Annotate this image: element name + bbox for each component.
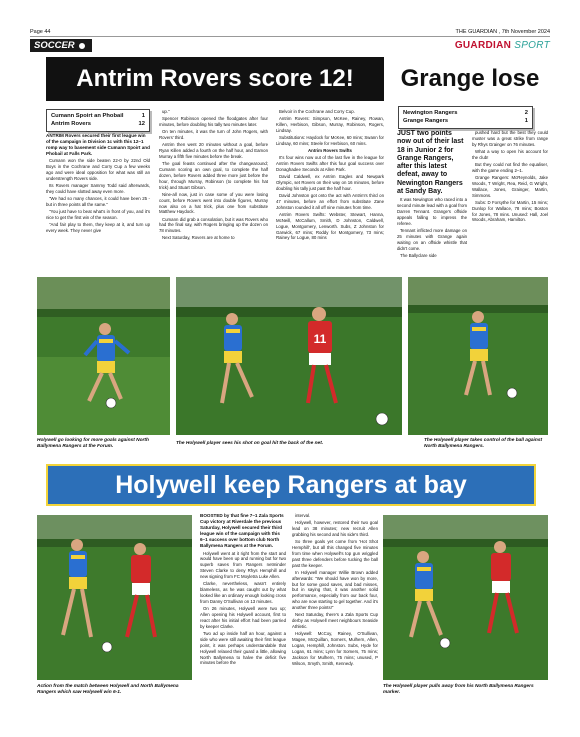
brand-main: GUARDIAN xyxy=(454,40,512,51)
holywell-column-1: BOOSTED by that fine 7–1 Zala Sports Cup victory at Riverdale the previous Saturday, Holywell secured their third league win of the campaign with this 6–1 success over bottom club North Ballymena Rangers at the Forum. Holywell went at it right from the start and would have been up and running but for two superb saves from Rangers netminder Steven Clarke to deny Rhys Hemphill and new signing from FC Moyletra Luke Allen. Clarke, nevertheless, wasn't entirely blameless, as he was caught out by what looked like an ordinary enough looking cross from Danny O'Sullivan on 13 minutes. On 26 minutes, Holywell were two up; Allen opening his Holywell account, first to react after his initial effort had been parried by keeper Clarke. Two ad up inside half an hour, against a side who were still awaiting their first league point, it was perhaps understandable that Holywell relaxed their guard a little, allowing North Ballymena to halve the deficit five minutes before the xyxy=(200,513,286,666)
score-row: Cumann Spoirt an Phobail 1 xyxy=(51,113,145,119)
scorebox-grange xyxy=(398,106,533,129)
photo-shot-on-goal xyxy=(176,277,402,435)
headline-antrim: Antrim Rovers score 12! xyxy=(46,57,384,101)
photo-holywell-attack xyxy=(37,277,170,435)
headline-holywell: Holywell keep Rangers at bay xyxy=(46,464,536,506)
photo-match-action xyxy=(37,515,192,680)
guardian-sport-logo xyxy=(455,40,550,51)
photo-pulls-away-image xyxy=(383,515,548,680)
section-bar xyxy=(30,39,550,52)
holywell-column-2: interval. Holywell, however, restored their two goal lead on 38 minutes; new recruit Allen grabbing his second and his side's third. So three goals yet come from 'Hot Shot Hemphill', but all this changed five minutes from time when Holywell's top gun wriggled past three defenders before tucking the ball past the keeper. In Holywell manager Willie Brown added afterwards: "We should have won by more, but for some good saves, and bad misses, but in saying that, it was another solid performance, especially from our back four, who are now starting to gel together. And it's another three points!" Next Saturday, there's a Zala Sports Cup derby as Holywell meet neighbours Seaside Athletic. Holywell: McCoy, Rainey, O'Sullivan, Magee, McQuillan, Somers, Mulhern, Allen, Logan, Hemphill, Johnston. Subs, Hyde for Logan, 61 mins; Lynn for Somers, 75 mins; Jackson for Mulhern, 75 mins; unused, P Wilson, Smyth, Smith, Kennedy. xyxy=(292,513,378,666)
antrim-column-3: Belvoir in the Cochrane and Corry Cup. Antrim Rovers: Simpson, McKee, Rainey, Rowan, Killen, Herbison, Gibson, Murray, Robinson, Rogers, Lindsay. Substitutions: Haydock for McKee, 60 mins; Swann for Lindsay, 60 mins; Steele for Herbison, 60 mins. Antrim Rovers Swifts It's four wins now out of the last five in the league for Antrim Rovers Swifts after this four goal success over Donaghadee Seconds at Allen Park. David Caldwell, ex Antrim Eagles and Newpark Olympic, set Rovers on their way on 16 minutes, before doubling his tally just past the half hour. David Johnston got onto the act with Antrim's third on 47 minutes, before an effort from substitute Zane Johnston rounded it all off nine minutes from time. Antrim Rovers Swifts: Webster, Stewart, Hanna, McNeill, McCallum, Smith, D Johnston, Caldwell, Logue, Montgomery, Lenworth. Subs, Z Johnston for Garwick, 67 mins; Roddy for Montgomery, 73 mins; Rainey for Logue, 80 mins xyxy=(276,109,384,241)
grange-column-2: pushed hard but the best they could muster was a great strike from range by Rhys Grainger on 76 minutes. What a way to open his account for the club! But they could not find the equaliser, with the game ending 2–1. Grange Rangers: McReynolds, Jake Woods, T Wright, Rea, Reid, G Wright, Wallace, Jones, Grainger, Martin, Simmons. Subs: D Forsythe for Martin, 15 mins; Dunlop for Wallace, 78 mins; Boston for Jones, 78 mins. Unused: Hall, Joel Woods, Abraham, Hamilton. xyxy=(472,130,548,223)
soccer-tag xyxy=(30,39,92,52)
photo-match-action-image xyxy=(37,515,192,680)
photo-pulls-away xyxy=(383,515,548,680)
caption-match-action: Action from the match between Holywell and North Ballymena Rangers which saw Holywell win 6-1. xyxy=(37,684,179,696)
antrim-column-2: up." Spencer Robinson opened the floodgates after four minutes, before doubling his tally two minutes later. On ten minutes, it was the turn of John Rogers, with Rovers' third. Antrim then went 20 minutes without a goal, before Ryan Killen added a fourth on the half hour, and Eamon Murray a fifth five minutes before the break. The goal feasts continued after the changearound; Cumann scoring an own goal, to complete the half dozen, before Rovers added three more just before the hour, through Murray, Robinson (to complete his hat trick) and Stuart Gibson. Nine-all now, just in case some of you were losing count, before Rovers went into double figures, Murray now also on a hat trick, plus one from substitute Matthew Haydock. Cumann did grab a consolation, but it was Rovers who had the final say, with Rogers bringing up the dozen on 78 minutes. Next Saturday, Rovers are at home to xyxy=(159,109,268,241)
player-shirt-number: 11 xyxy=(313,332,327,346)
antrim-column-1: ANTRIM Rovers secured their first league win of the campaign in Division 1c with this 12–1 romp way to basement side Cumann Spoirt and Phobail at Falls Park. Cumann won the side beaten 22-0 by 22nd Old Boys in the Cochrane and Corry Cup a few weeks ago and were ideal opposition for what was still an understrength Rovers side. Its Rovers manager Sammy Todd said afterwards, they could have slotted away even more. "We had so many chances, it could have been 25 - but in three points all the same." "You just have to beat what's in front of you, and it's nice to get the first win of the season. "And fair play to them, they keep at it, and turn up every week. They never give xyxy=(46,133,150,234)
score-row: Grange Rangers 1 xyxy=(403,118,528,125)
page-folio xyxy=(30,27,550,37)
caption-pulls-away: The Holywell player pulls away from his North Ballymena Rangers marker. xyxy=(383,684,534,696)
scorebox-antrim xyxy=(46,109,150,132)
section-label: SOCCER xyxy=(34,40,75,51)
photo-ball-control-image xyxy=(408,277,548,435)
caption-photo-2: The Holywell player sees his shot on goal hit the back of the net. xyxy=(176,441,324,446)
page-number: Page 44 xyxy=(30,28,51,35)
paper-dateline: THE GUARDIAN , 7th November 2024 xyxy=(455,28,550,35)
caption-photo-1: Holywell go looking for more goals against North Ballymena Rangers at the Forum. xyxy=(37,438,149,450)
photo-shot-on-goal-image xyxy=(176,277,402,435)
headline-grange: Grange lose xyxy=(400,65,540,92)
football-icon xyxy=(78,42,86,50)
score-row: Newington Rangers 2 xyxy=(403,110,528,116)
photo-holywell-attack-image xyxy=(37,277,170,435)
score-row: Antrim Rovers 12 xyxy=(51,121,145,128)
brand-sport: SPORT xyxy=(514,40,550,51)
grange-column-1: JUST two points now out of their last 18 in Junior 2 for Grange Rangers, after this latest defeat, away to Newington Rangers at Sandy Bay. It was Newington who raced into a second minute lead with a goal from Darren Tennant. Grange's offside appeals falling to impress the referee. Tennant inflicted more damage on 25 minutes with Grange again waiting on an offside whistle that didn't come. The Ballyclare side xyxy=(397,130,467,258)
caption-photo-3: The Holywell player takes control of the ball against North Ballymena Rangers. xyxy=(424,438,543,450)
photo-ball-control xyxy=(408,277,548,435)
